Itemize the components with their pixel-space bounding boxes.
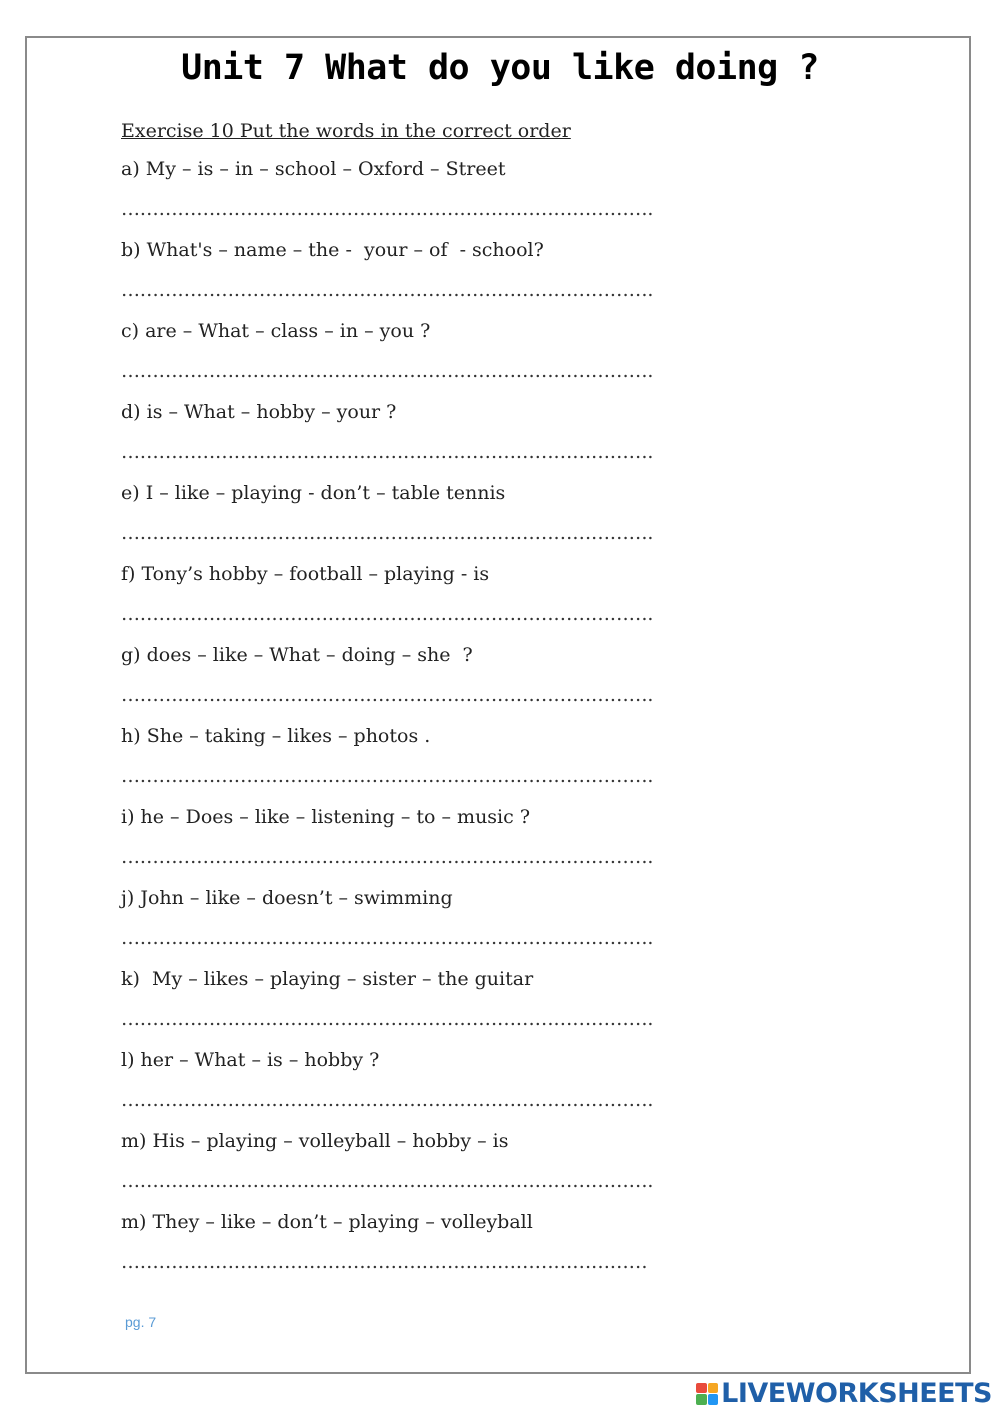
- exercise-list: [121, 158, 721, 1292]
- question-text: a) My – is – in – school – Oxford – Street: [121, 158, 506, 180]
- question-text: g) does – like – What – doing – she ?: [121, 644, 473, 666]
- exercise-item: [121, 725, 721, 806]
- answer-line[interactable]: ………………………………………………………………………….: [121, 846, 654, 868]
- answer-line[interactable]: ………………………………………………………………………….: [121, 360, 654, 382]
- question-text: f) Tony’s hobby – football – playing - is: [121, 563, 490, 585]
- exercise-item: [121, 158, 721, 239]
- question-text: d) is – What – hobby – your ?: [121, 401, 397, 423]
- page-title: Unit 7 What do you like doing ?: [181, 48, 819, 88]
- exercise-item: [121, 887, 721, 968]
- answer-line[interactable]: ………………………………………………………………………….: [121, 198, 654, 220]
- exercise-item: [121, 563, 721, 644]
- logo-square-red: [696, 1383, 707, 1394]
- brand-name: LIVEWORKSHEETS: [721, 1378, 992, 1409]
- answer-line[interactable]: ………………………………………………………………………….: [121, 603, 654, 625]
- answer-line[interactable]: ………………………………………………………………………….: [121, 279, 654, 301]
- answer-line[interactable]: ………………………………………………………………………….: [121, 1089, 654, 1111]
- question-text: e) I – like – playing - don’t – table tennis: [121, 482, 506, 504]
- answer-line[interactable]: ………………………………………………………………………….: [121, 1008, 654, 1030]
- answer-line[interactable]: ………………………………………………………………………….: [121, 522, 654, 544]
- answer-line[interactable]: ………………………………………………………………………….: [121, 1170, 654, 1192]
- exercise-item: [121, 320, 721, 401]
- exercise-heading: Exercise 10 Put the words in the correct order: [121, 120, 571, 142]
- question-text: j) John – like – doesn’t – swimming: [121, 887, 453, 909]
- answer-line[interactable]: …………………………………………………………………………: [121, 1251, 648, 1273]
- exercise-item: [121, 968, 721, 1049]
- exercise-item: [121, 482, 721, 563]
- question-text: h) She – taking – likes – photos .: [121, 725, 431, 747]
- exercise-item: [121, 1211, 721, 1292]
- question-text: c) are – What – class – in – you ?: [121, 320, 431, 342]
- logo-square-orange: [708, 1383, 719, 1394]
- liveworksheets-brand[interactable]: [696, 1378, 992, 1409]
- exercise-item: [121, 806, 721, 887]
- page-number: pg. 7: [125, 1314, 157, 1330]
- answer-line[interactable]: ………………………………………………………………………….: [121, 927, 654, 949]
- liveworksheets-logo-icon: [696, 1383, 718, 1405]
- exercise-item: [121, 401, 721, 482]
- exercise-item: [121, 239, 721, 320]
- answer-line[interactable]: ………………………………………………………………………….: [121, 684, 654, 706]
- exercise-item: [121, 1049, 721, 1130]
- question-text: l) her – What – is – hobby ?: [121, 1049, 380, 1071]
- question-text: m) His – playing – volleyball – hobby – is: [121, 1130, 509, 1152]
- answer-line[interactable]: ………………………………………………………………………….: [121, 441, 654, 463]
- logo-square-green: [696, 1394, 707, 1405]
- question-text: i) he – Does – like – listening – to – music ?: [121, 806, 531, 828]
- exercise-item: [121, 1130, 721, 1211]
- logo-square-blue: [708, 1394, 719, 1405]
- answer-line[interactable]: ………………………………………………………………………….: [121, 765, 654, 787]
- exercise-item: [121, 644, 721, 725]
- question-text: m) They – like – don’t – playing – volleyball: [121, 1211, 533, 1233]
- question-text: k) My – likes – playing – sister – the guitar: [121, 968, 534, 990]
- question-text: b) What's – name – the - your – of - school?: [121, 239, 544, 261]
